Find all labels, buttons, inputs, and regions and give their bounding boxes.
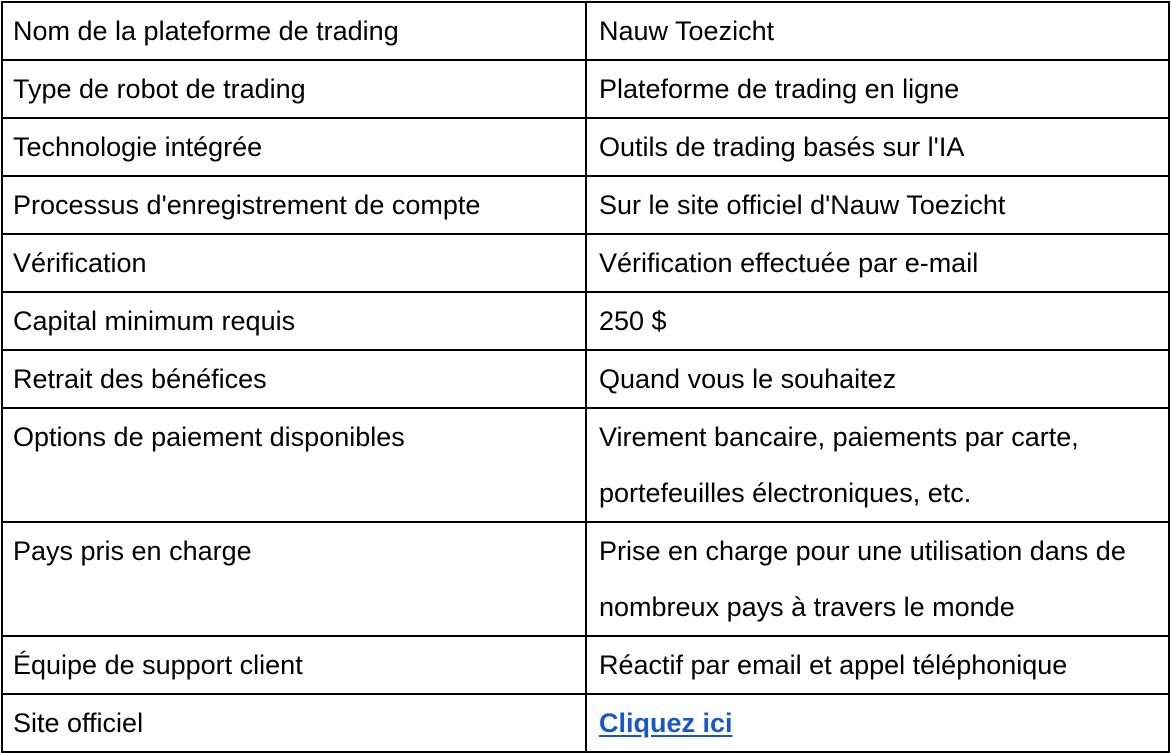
row-label: Pays pris en charge [2, 522, 586, 636]
row-label: Capital minimum requis [2, 292, 586, 350]
row-value: 250 $ [586, 292, 1169, 350]
row-value: Virement bancaire, paiements par carte, portefeuilles électroniques, etc. [586, 408, 1169, 522]
info-table [1, 1, 1170, 753]
table-row [2, 408, 1169, 522]
table-row [2, 118, 1169, 176]
row-value: Nauw Toezicht [586, 2, 1169, 60]
row-label: Type de robot de trading [2, 60, 586, 118]
table-row [2, 636, 1169, 694]
row-label: Processus d'enregistrement de compte [2, 176, 586, 234]
row-value: Plateforme de trading en ligne [586, 60, 1169, 118]
table-row [2, 522, 1169, 636]
table-row [2, 60, 1169, 118]
table-row [2, 350, 1169, 408]
row-label: Équipe de support client [2, 636, 586, 694]
official-site-link[interactable]: Cliquez ici [599, 708, 733, 738]
row-label: Retrait des bénéfices [2, 350, 586, 408]
row-label: Options de paiement disponibles [2, 408, 586, 522]
row-value: Outils de trading basés sur l'IA [586, 118, 1169, 176]
row-value: Vérification effectuée par e-mail [586, 234, 1169, 292]
table-row [2, 176, 1169, 234]
table-row [2, 2, 1169, 60]
row-label: Technologie intégrée [2, 118, 586, 176]
row-value: Réactif par email et appel téléphonique [586, 636, 1169, 694]
row-value [586, 694, 1169, 752]
row-value: Prise en charge pour une utilisation dans de nombreux pays à travers le monde [586, 522, 1169, 636]
row-value: Quand vous le souhaitez [586, 350, 1169, 408]
row-value: Sur le site officiel d'Nauw Toezicht [586, 176, 1169, 234]
table-row [2, 234, 1169, 292]
table-row [2, 292, 1169, 350]
row-label: Nom de la plateforme de trading [2, 2, 586, 60]
table-row [2, 694, 1169, 752]
row-label: Site officiel [2, 694, 586, 752]
row-label: Vérification [2, 234, 586, 292]
